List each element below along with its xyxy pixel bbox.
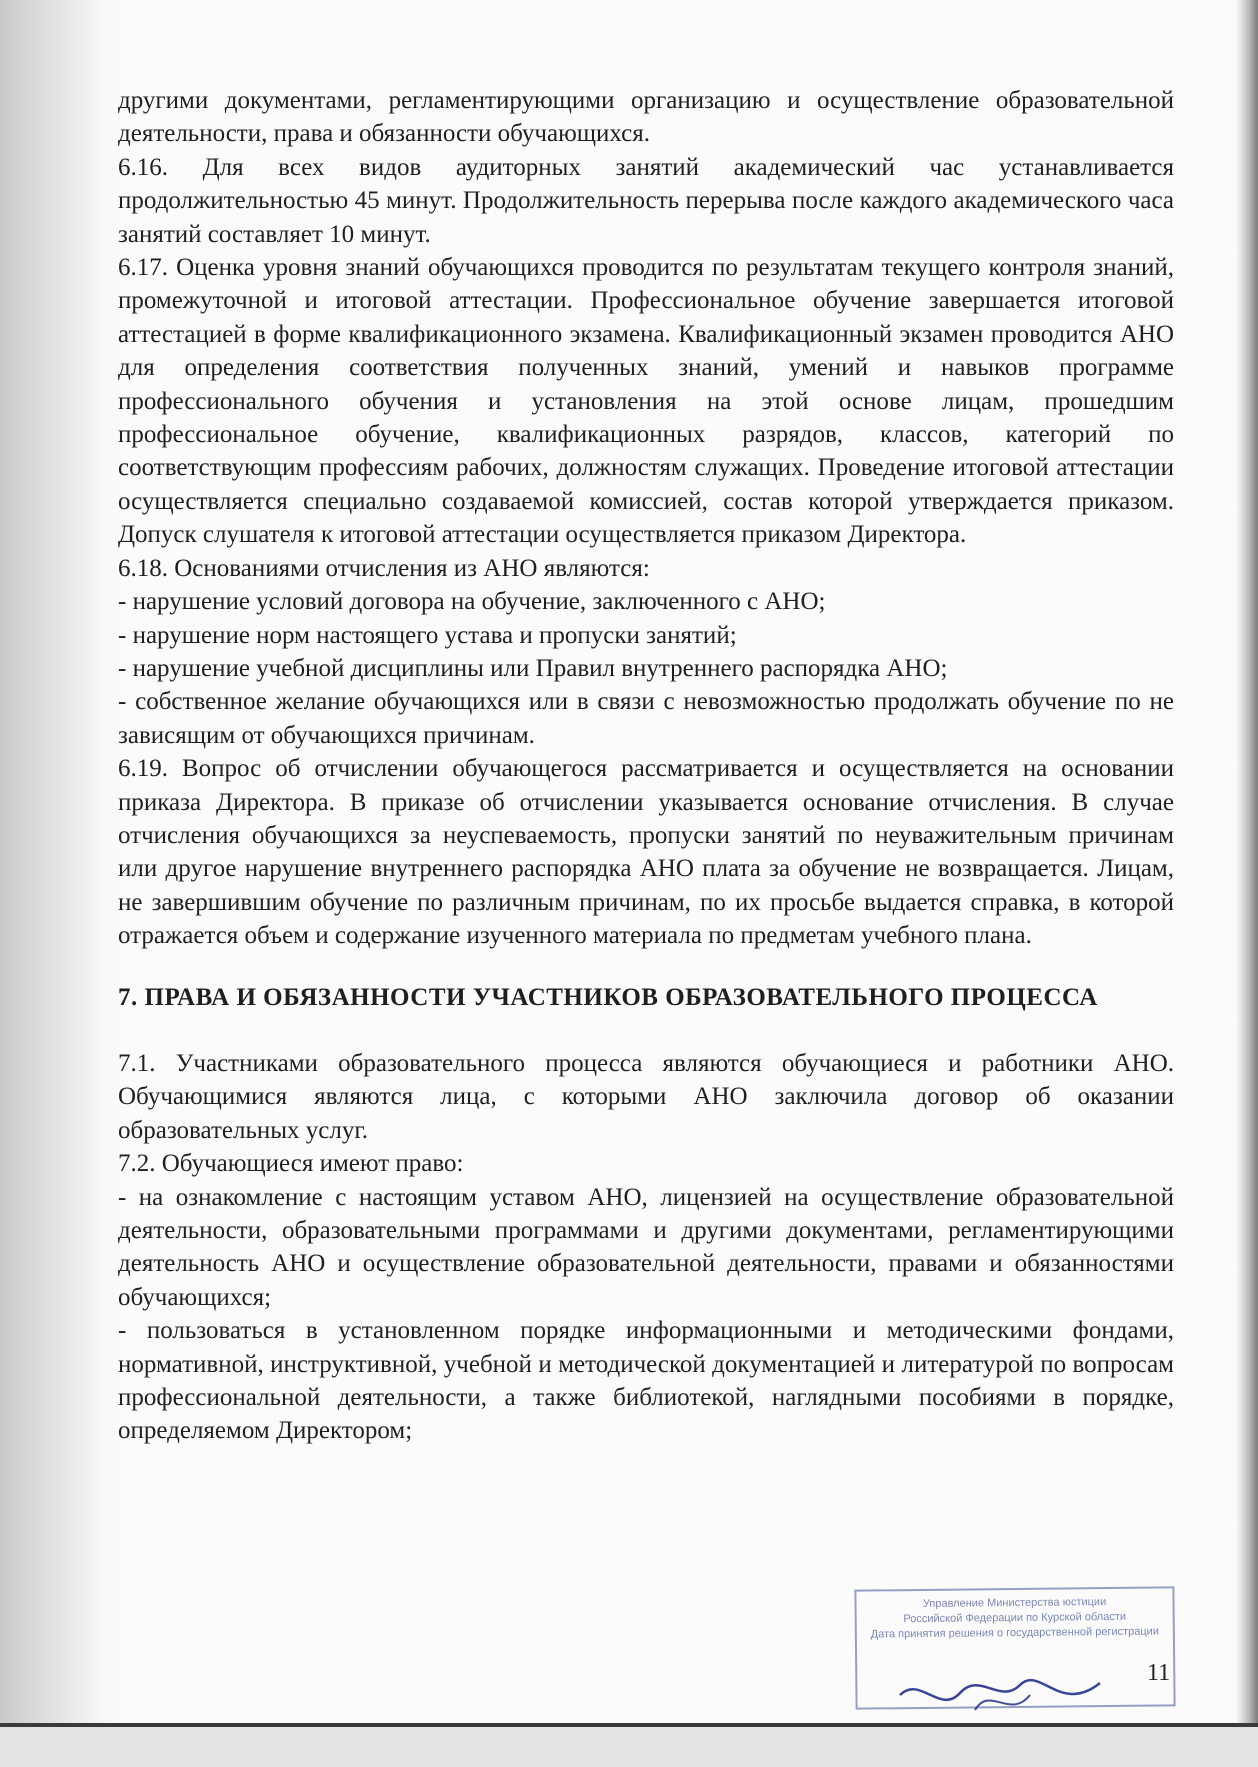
stamp-line: Дата принятия решения о государственной регистрации — [870, 1625, 1160, 1641]
paragraph-continuation: другими документами, регламентирующими организацию и осуществление образовательной деятельности, права и обязанности обучающихся. — [118, 87, 1174, 148]
scan-bottom-band — [0, 1727, 1258, 1767]
page-number: 11 — [1147, 1660, 1171, 1686]
paragraph-7-1: 7.1. Участниками образовательного процесса являются обучающиеся и работники АНО. Обучающимися являются лица, с которыми АНО заключила договор об оказании образовательных услуг. — [118, 1049, 1174, 1144]
list-item: - пользоваться в установленном порядке информационными и методическими фондами, нормативной, инструктивной, учебной и методической документацией и литературой по вопросам профессиональной деятельности, а также библиотекой, наглядными пособиями в порядке, определяемом Директором; — [118, 1317, 1174, 1445]
paragraph-6-18: 6.18. Основаниями отчисления из АНО являются: — [118, 554, 650, 582]
paragraph-7-2: 7.2. Обучающиеся имеют право: — [118, 1150, 464, 1178]
paragraph-6-16: 6.16. Для всех видов аудиторных занятий академический час устанавливается продолжительностью 45 минут. Продолжительность перерыва после каждого академического часа занятий составляет 10 минут. — [118, 153, 1174, 248]
list-item: - собственное желание обучающихся или в связи с невозможностью продолжать обучение по не зависящим от обучающихся причинам. — [118, 688, 1174, 749]
document-body — [118, 84, 1174, 1448]
list-item: - нарушение норм настоящего устава и пропуски занятий; — [118, 621, 737, 649]
list-item: - нарушение условий договора на обучение, заключенного с АНО; — [118, 588, 826, 616]
list-item: - на ознакомление с настоящим уставом АНО, лицензией на осуществление образовательной деятельности, образовательными программами и другими документами, регламентирующими деятельность АНО и осуществление образовательной деятельности, правами и обязанностями обучающихся; — [118, 1183, 1174, 1311]
stamp-line: Управление Министерства юстиции — [922, 1596, 1107, 1610]
stamp-line: Российской Федерации по Курской области — [903, 1610, 1127, 1626]
paragraph-6-17: 6.17. Оценка уровня знаний обучающихся проводится по результатам текущего контроля знаний, промежуточной и итоговой аттестации. Профессиональное обучение завершается итоговой аттестацией в форме квалификационного экзамена. Квалификационный экзамен проводится АНО для определения соответствия полученных знаний, умений и навыков программе профессионального обучения и установления на этой основе лицам, прошедшим профессиональное обучение, квалификационных разрядов, классов, категорий по соответствующим профессиям рабочих, должностям служащих. Проведение итоговой аттестации осуществляется специально создаваемой комиссией, состав которой утверждается приказом. Допуск слушателя к итоговой аттестации осуществляется приказом Директора. — [118, 254, 1174, 549]
spacer — [118, 1014, 1174, 1047]
scan-right-edge — [1236, 0, 1258, 1767]
paragraph-6-19: 6.19. Вопрос об отчислении обучающегося рассматривается и осуществляется на основании приказа Директора. В приказе об отчислении указывается основание отчисления. В случае отчисления обучающихся за неуспеваемость, пропуски занятий по неуважительным причинам или другое нарушение внутреннего распорядка АНО плата за обучение не возвращается. Лицам, не завершившим обучение по различным причинам, по их просьбе выдается справка, в которой отражается объем и содержание изученного материала по предметам учебного плана. — [118, 755, 1174, 950]
scan-left-shadow — [0, 0, 120, 1767]
section-heading: 7. ПРАВА И ОБЯЗАННОСТИ УЧАСТНИКОВ ОБРАЗОВАТЕЛЬНОГО ПРОЦЕССА — [118, 983, 1098, 1011]
list-item: - нарушение учебной дисциплины или Правил внутреннего распорядка АНО; — [118, 654, 948, 682]
